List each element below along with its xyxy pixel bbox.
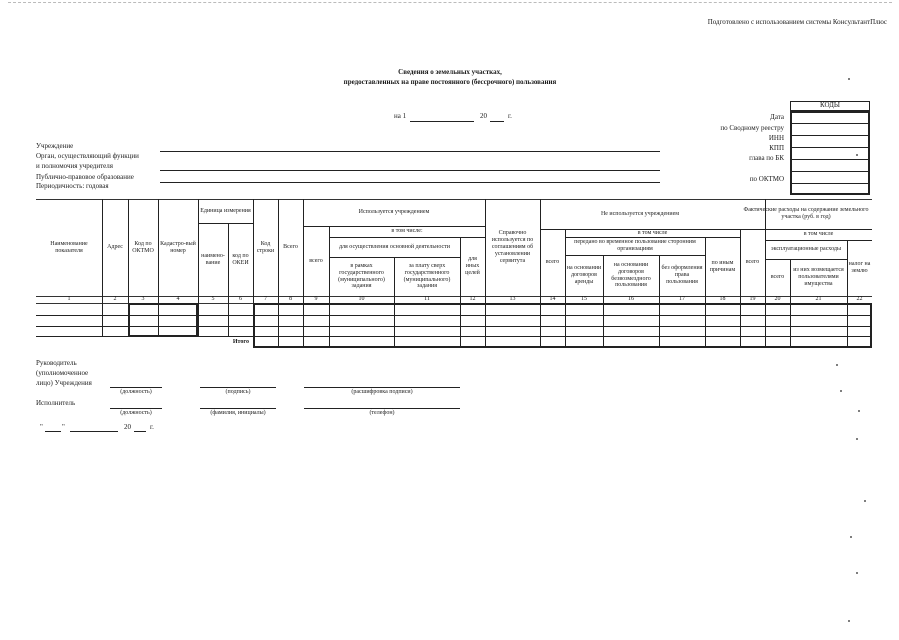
col-sep [659, 303, 660, 348]
h-used-paid: за плату сверх государственного (муниципального) задания [403, 262, 451, 290]
h-unit-name: наимено-вание [201, 252, 225, 266]
form-title-line2: предоставленных на праве постоянного (бессрочного) пользования [343, 78, 557, 86]
head-position-line[interactable] [110, 387, 162, 388]
scan-speck [848, 78, 850, 80]
col-number: 8 [289, 296, 292, 303]
date-suffix: г. [508, 112, 512, 120]
col-number: 10 [358, 296, 365, 303]
codes-label-date: Дата [770, 113, 784, 121]
col-sep [603, 303, 604, 348]
col-sep [705, 303, 706, 348]
h-unit: Единица измерения [200, 207, 251, 214]
scan-speck [856, 154, 858, 156]
col-number: 11 [424, 296, 430, 303]
col-sep [394, 303, 395, 348]
col-number: 4 [176, 296, 180, 303]
h-used-incl: в том числе: [391, 228, 423, 235]
col-sep [460, 303, 461, 348]
col-number: 6 [239, 296, 242, 303]
col-number: 19 [749, 296, 756, 303]
col-number: 3 [141, 296, 145, 303]
codes-label-oktmo: по ОКТМО [749, 175, 784, 183]
h-total: Всего [283, 244, 298, 251]
executor-fio-caption: (фамилия, инициалы) [210, 410, 266, 416]
prepared-note: Подготовлено с использованием системы КонсультантПлюс [707, 18, 887, 26]
head-signature-line[interactable] [200, 387, 276, 388]
sign-date-year-line[interactable] [134, 431, 146, 432]
codes-row-sep [790, 147, 870, 148]
col-number: 5 [211, 296, 215, 303]
top-border [8, 2, 892, 3]
col-sep [329, 303, 330, 348]
h-address: Адрес [107, 244, 123, 251]
col-sep [790, 303, 791, 348]
h-exp-op-total: всего [770, 274, 785, 281]
h-used-other: для иных целей [465, 256, 480, 276]
scan-speck [840, 390, 842, 392]
col-number: 14 [549, 296, 556, 303]
col-number: 20 [774, 296, 781, 303]
h-exp-total: всего [745, 259, 760, 266]
h-line-code: Код строки [256, 240, 275, 254]
codes-row-sep [790, 135, 870, 136]
h-lease: на основании договоров аренды [566, 265, 602, 285]
h-used: Используется учреждением [358, 209, 430, 216]
codes-row-sep [790, 159, 870, 160]
scan-speck [848, 620, 850, 622]
head-decoding-line[interactable] [304, 387, 460, 388]
scan-speck [856, 438, 858, 440]
head-label-1: Руководитель [36, 359, 77, 367]
h-name: Наименование показателя [50, 240, 88, 254]
codes-label-registry: по Сводному реестру [720, 124, 784, 132]
h-used-total: всего [309, 257, 323, 264]
h-free-use: на основании договоров безвозмездного пользования [611, 261, 651, 289]
h-no-docs: без оформления права пользования [661, 265, 703, 285]
col-sep [198, 303, 199, 336]
institution-label: Учреждение [36, 142, 74, 150]
executor-label: Исполнитель [36, 399, 76, 407]
col-sep [228, 303, 229, 336]
col-sep [740, 303, 741, 348]
col-number: 13 [509, 296, 516, 303]
executor-phone-line[interactable] [304, 408, 460, 409]
scan-speck [856, 572, 858, 574]
head-label-2: (уполномоченное [36, 369, 89, 377]
head-position-caption: (должность) [120, 389, 152, 395]
year-blank [490, 121, 504, 122]
col-sep [102, 303, 103, 336]
founder-label-1: Орган, осуществляющий функции [36, 152, 139, 160]
sign-date-year-prefix: 20 [124, 423, 131, 431]
codes-row-sep [790, 123, 870, 124]
col-number: 7 [264, 296, 267, 303]
scan-speck [850, 536, 852, 538]
codes-label-kpp: КПП [769, 144, 784, 152]
h-exp-land-tax: налог на землю [848, 261, 871, 274]
founder-field[interactable] [160, 170, 660, 171]
col-number: 16 [628, 296, 634, 303]
codes-header: КОДЫ [819, 101, 841, 109]
h-oktmo: Код по ОКТМО [132, 240, 154, 254]
executor-position-caption: (должность) [120, 410, 152, 416]
col-number: 18 [719, 296, 726, 303]
total-label: Итого [232, 339, 249, 345]
col-sep [540, 303, 541, 348]
col-sep [485, 303, 486, 348]
codes-row-sep [790, 171, 870, 172]
col-sep [278, 303, 279, 348]
oktmo-cadastral-input-block[interactable] [128, 303, 198, 337]
h-exp-operating: эксплуатационные расходы [771, 246, 841, 253]
scan-speck [864, 500, 866, 502]
h-other-reasons: по иным причинам [709, 259, 736, 273]
sign-date-month-line[interactable] [70, 431, 118, 432]
data-input-block[interactable] [253, 303, 872, 348]
form-title-line1: Сведения о земельных участках, [398, 68, 502, 76]
codes-label-bk: глава по БК [749, 154, 784, 162]
col-sep [765, 303, 766, 348]
executor-position-line[interactable] [110, 408, 162, 409]
h-exp-incl: в том числе [803, 231, 834, 238]
municipal-label: Публично-правовое образование [36, 173, 134, 181]
h-exp-reimbursed: из них возмещается пользователями имущества [793, 267, 844, 287]
scan-speck [858, 410, 860, 412]
h-used-main: для осуществления основной деятельности [339, 243, 450, 250]
h-notused: Не используется учреждением [600, 210, 680, 217]
col-number: 15 [581, 296, 587, 303]
col-number: 9 [314, 296, 318, 303]
h-reference: Справочно используется по соглашениям об установлении сервитута [491, 230, 534, 264]
codes-label-inn: ИНН [768, 134, 784, 142]
date-year-prefix: 20 [480, 112, 487, 120]
col-number: 22 [856, 296, 863, 303]
executor-fio-line[interactable] [200, 408, 276, 409]
founder-label-2: и полномочия учредителя [36, 162, 113, 170]
sign-date-quote-open: " [40, 423, 43, 431]
col-number: 2 [113, 296, 117, 303]
col-number: 21 [815, 296, 822, 303]
date-blank [410, 121, 474, 122]
col-number: 17 [679, 296, 685, 303]
codes-row-sep [790, 183, 870, 184]
head-label-3: лицо) Учреждения [36, 379, 92, 387]
sign-date-day-line[interactable] [45, 431, 61, 432]
head-signature-caption: (подпись) [225, 389, 251, 395]
h-used-state-task: в рамках государственного (муниципального) задания [338, 262, 385, 290]
municipal-field[interactable] [160, 182, 660, 183]
sign-date-quote-close: " [62, 423, 65, 431]
executor-phone-caption: (телефон) [369, 410, 395, 416]
periodicity-label: Периодичность: годовая [36, 182, 109, 190]
col-sep [847, 303, 848, 348]
scan-speck [836, 364, 838, 366]
sign-date-suffix: г. [150, 423, 154, 431]
institution-field[interactable] [160, 151, 660, 152]
h-notused-total: всего [545, 259, 560, 266]
h-expenses: Фактические расходы на содержание земельного участка (руб. в год) [743, 207, 869, 220]
h-transferred: передано во временное пользование сторонним организациям [574, 239, 696, 252]
h-notused-incl: в том числе [637, 229, 668, 236]
col-number: 1 [67, 296, 71, 303]
h-cadastral: Кадастро-вый номер [160, 240, 196, 254]
col-sep [565, 303, 566, 348]
date-prefix: на 1 [394, 112, 407, 120]
head-decoding-caption: (расшифровка подписи) [351, 389, 413, 395]
h-unit-okei: код по ОКЕИ [232, 252, 249, 266]
col-number: 12 [469, 296, 476, 303]
col-sep [303, 303, 304, 348]
